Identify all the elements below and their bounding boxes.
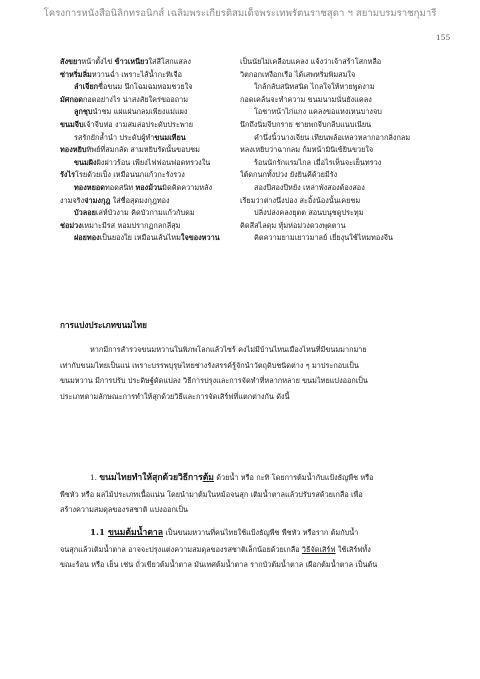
list-number: 1.1: [90, 528, 108, 538]
poem-left-verse: [60, 232, 254, 245]
dessert-name: มัศกอด: [60, 94, 83, 104]
poem-right-verse: โอชาหน้าไก่แกง แคลงขอแหงเหนบางจบ: [254, 107, 382, 117]
dessert-name: ทองหยิบ: [60, 145, 87, 155]
dessert-name: ใจของหวาน: [180, 233, 220, 243]
dessert-name: ช่อม่วง: [60, 220, 82, 230]
dessert-name: สังขยา: [60, 57, 82, 66]
poem-line: [60, 195, 460, 208]
verse-text: ทอดสนิท: [104, 182, 136, 192]
poem-left-verse: [60, 119, 240, 132]
poem-right-verse: วิตกอกเหงือกเรือ ได้เสพหริ่มพิมสมใจ: [240, 69, 356, 79]
poem-left-verse: [60, 106, 254, 119]
verse-text: ใส่สีโสกแสลง: [148, 57, 191, 66]
paragraph-text: ใช้เสิร์ฟทั้ง: [335, 544, 371, 554]
verse-text: มิดคิดความหลัง: [162, 182, 213, 192]
poem-left-verse: [60, 94, 240, 107]
list-number: 1.: [90, 473, 100, 482]
paragraph-line: ประเภทตามลักษณะการทำให้สุกด้วยวิธีและการจัดเสิร์ฟที่แตกต่างกัน ดังนี้: [60, 391, 290, 401]
poem-right-verse: เป็นนัยไม่เคลือบแคลง แจ้งว่าเจ้าสร้าโสกหลือ: [240, 57, 382, 66]
sugar-boiled-paragraph: [60, 525, 440, 573]
paragraph-line: [60, 525, 440, 542]
poem-line: [60, 132, 460, 145]
verse-text: นำชม แผ่แผ่นกลมเพียงแม่แผง: [92, 107, 188, 117]
dessert-name: บัวลอย: [74, 208, 96, 218]
poem-right-verse: นึกถึงนิ่มจีบกราย ชายพกจีบกลีบแนบเนียน: [240, 119, 372, 129]
paragraph-line: พืชหัว หรือ ผลไม้ประเภทเนื้อแน่น โดยนำมาต้มในหม้อจนสุก เติมน้ำตาลแล้วปรับรสด้วยเกลือ เพื่อ: [60, 489, 363, 499]
poem-right-verse: คำนึ่งนิ้วนางเจียน เทียนพล้อเหลวหลากอากลิ่งกลม: [254, 132, 411, 142]
poem-left-verse: [60, 81, 254, 94]
serving-method: วิธีจัดเสิร์ฟ: [301, 544, 336, 554]
verse-text: โรยด้วยเป็ง เหมือนนกแก้วกะรังรวง: [75, 170, 185, 180]
poem-line: [60, 207, 460, 220]
page-number: 155: [436, 33, 451, 42]
dessert-name: ขนมเทียน: [154, 132, 186, 142]
poem-line: [60, 182, 460, 195]
poem-line: [60, 81, 460, 94]
intro-paragraph: [60, 342, 440, 404]
paragraph-line: [60, 542, 440, 558]
poem-line: [60, 106, 460, 119]
verse-text: ชื่อขนม นึกโฉมฉมหอมชวยใจ: [98, 82, 193, 92]
poem-right-verse: คิดสีสไลดุม ทุ้มห่อม่วงดวงพุดตาน: [240, 220, 346, 230]
page-header: โครงการหนังสือนิลิกทรอนิกส์ เฉลิมพระเกียรติสมเด็จพระเทพรัตนราชสุดา ฯ สยามบรมราชกุมารี: [43, 8, 437, 19]
poem-left-verse: [60, 144, 240, 157]
verse-text: ทิพย์ที่สมกลัด สามหยิบรัดนั้นขอบชม: [86, 145, 200, 155]
poem-left-verse: [60, 182, 254, 195]
poem-left-verse: [60, 220, 240, 233]
paragraph-line: ขณะร้อน หรือ เย็น เช่น ถั่วเขียวต้มน้ำตาล มันเทศต้มน้ำตาล รากบัวต้มน้ำตาล เผือกต้มน้ำตาล เป็นต้น: [60, 560, 378, 569]
poem-left-verse: [60, 157, 254, 170]
dessert-name: จ่ามงกุฎ: [84, 195, 111, 205]
dessert-name: ทองหยอด: [74, 182, 105, 192]
poem-line: [60, 119, 460, 132]
poem-right-verse: ร้อนนักรักแรมไกล เมื่อไรเห็นจะเย็นทรวง: [254, 157, 382, 167]
poem-left-verse: [60, 169, 240, 182]
dessert-name: ลูกชุบ: [74, 107, 93, 117]
dessert-name: ลำเจียก: [74, 82, 99, 92]
poem-left-verse: [60, 207, 254, 220]
poem-right-verse: กอดเคล้นจะทำความ ขนมนามนั่นยังแคลง: [240, 94, 372, 104]
poem-right-verse: เรียมว่าต่างนึ่งปอง สะอิ้งน้องนั้นเคยชม: [240, 195, 361, 205]
paragraph-line: ขนมหวาน มีการปรับ ประดิษฐ์ดัดแปลง วิธีการปรุงและการจัดทำที่หลากหลาย ขนมไทยแบ่งออกเป็น: [60, 376, 368, 385]
poem-right-verse: ใต้ดกนกทั้งปวง ยังยินคีด้วยมีรัง: [240, 170, 338, 180]
paragraph-text: จนสุกแล้วเติมน้ำตาล อาจจะปรุงแต่งความสมดุลของรสชาติเล็กน้อยด้วยเกลือ: [60, 544, 302, 554]
verse-text: เหมาะมีรส หอมปรากฏกลกลีสุม: [81, 220, 181, 230]
paragraph-text: ด้วยน้ำ หรือ กะทิ โดยการต้มน้ำกับแป้งธัญพืช หรือ: [213, 473, 374, 482]
poem-left-verse: [60, 56, 240, 69]
poem-line: [60, 220, 460, 233]
paragraph-line: เท่ากับขนมไทยเป็นแน่ เพราะบรรพบุรุษไทยช่างรังสรรค์รู้จักนำวัตถุดิบชนิดต่าง ๆ มาประกอบเป็น: [60, 360, 359, 370]
poem-right-verse: หลงเหยิบว่าฉากลม ก้มหน้ามินิเข้ยินขวยใจ: [240, 145, 374, 155]
poem-line: [60, 56, 460, 69]
verse-text: งามจริง: [60, 195, 85, 205]
dessert-name: ซ่าหริ่มลิ่ม: [60, 69, 92, 79]
poem-right-verse: คิดความยามเยาวมาลย์ เยี่ยงุนใช้ไหมทองจีน: [254, 233, 394, 243]
dessert-name: ข้าวเหนียว: [114, 57, 149, 66]
dessert-name: ฝอยทอง: [74, 233, 100, 243]
paragraph-line: [60, 470, 440, 487]
dessert-name: ขนมจีบ: [60, 119, 84, 129]
paragraph-line: สร้างความสมดุลของรสชาติ แบ่งออกเป็น: [60, 505, 189, 514]
boiled-desserts-paragraph: [60, 470, 440, 518]
paragraph-text: เป็นขนมหวานที่คนไทยใช้แป้งธัญพืช พืชหัว หรือราก ต้มกับน้ำ: [163, 528, 359, 537]
section-heading: การแบ่งประเภทขนมไทย: [60, 320, 147, 330]
verse-text: ใส่ชื่อสุดมงกุฎทอง: [110, 195, 170, 205]
poem-line: [60, 94, 460, 107]
subheading: ขนมไทยทำให้สุกด้วยวิธีการ: [99, 473, 203, 483]
dessert-name: ขนมผิง: [74, 157, 97, 167]
poem-right-verse: สองปีสองปีหยัง เหล่าพังสองต้องสอง: [254, 182, 365, 192]
dessert-name: รังไร: [60, 170, 76, 180]
poem-line: [60, 144, 460, 157]
poem-line: [60, 157, 460, 170]
dessert-name: ทองม้วน: [135, 182, 163, 192]
verse-text: เป็นยองใย เหมือนเส้นไหม: [99, 233, 181, 243]
subheading-emphasis: ต้ม: [202, 473, 214, 483]
subheading: ขนมต้มน้ำตาล: [107, 528, 163, 538]
poem-right-verse: ปลิ่งปล่งคลงยุตต สอนบนุชดูประทุม: [254, 208, 364, 218]
verse-text: เจ้าจีบห่อ งามสมล่อประดับประพาย: [83, 119, 194, 129]
paragraph-line: หากมีการสำรวจขนมหวานในพิภพโลกแล้วไซร้ คงไม่มีบ้านไหนเมืองไหนที่มีขนมมากมาย: [90, 345, 367, 354]
verse-text: หน้าตั้งไข่: [81, 57, 115, 66]
poem-left-verse: [60, 195, 240, 208]
verse-text: ผิงผ่าวร้อน เพียงไฟฟอนฟอดทรวงใน: [96, 157, 211, 167]
verse-text: รสรักยักล้ำนำ ประดับผู้ทำ: [74, 132, 155, 142]
poem-line: [60, 232, 460, 245]
poem-line: [60, 69, 460, 82]
poem-line: [60, 169, 460, 182]
poem-left-verse: [60, 132, 254, 145]
poem-block: [60, 56, 460, 245]
poem-right-verse: ใกล้กลับสนิทสนิด ไกลใจให้หายพูดงาม: [254, 82, 375, 92]
verse-text: หวานฉ่ำ เพราะไส้น้ำกะทิเจือ: [91, 69, 183, 79]
verse-text: เล่ห์บัวงาม คิดบัวกามแก้วกับดม: [95, 208, 195, 218]
poem-left-verse: [60, 69, 240, 82]
verse-text: กอดอย่างไร น่าสงสัยใคร่ขออถาม: [82, 94, 189, 104]
